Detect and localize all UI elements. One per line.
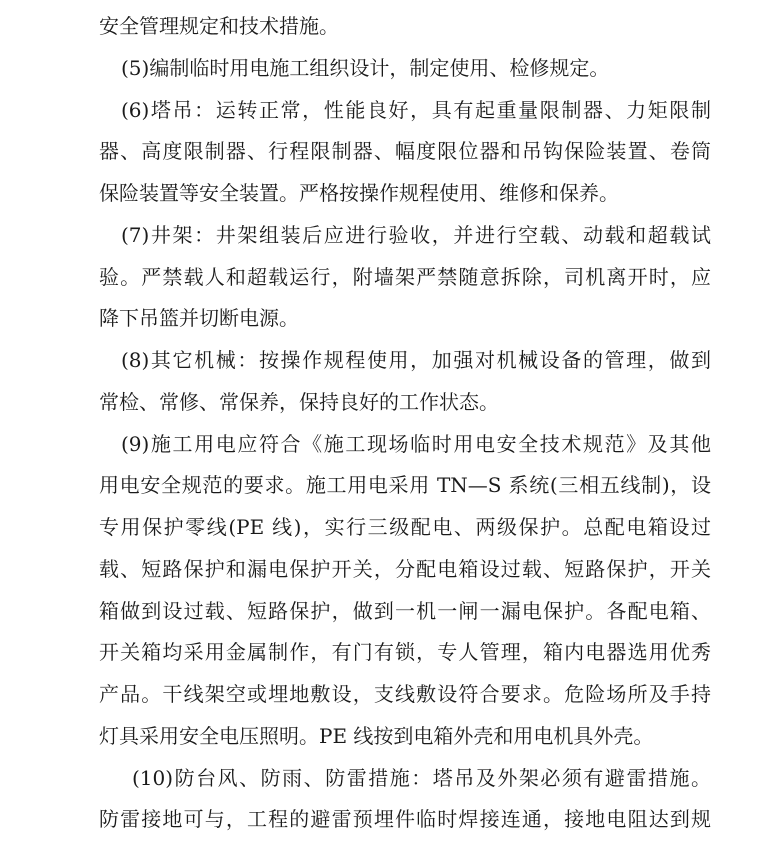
text-line-12: 用电安全规范的要求。施工用电采用 TN—S 系统(三相五线制)，设 (99, 473, 711, 497)
text-line-16: 开关箱均采用金属制作，有门有锁，专人管理，箱内电器选用优秀 (99, 640, 711, 664)
text-line-20: 防雷接地可与，工程的避雷预埋件临时焊接连通，接地电阻达到规 (99, 807, 711, 831)
text-line-1: 安全管理规定和技术措施。 (99, 14, 339, 38)
text-line-10: 常检、常修、常保养，保持良好的工作状态。 (99, 390, 499, 414)
text-line-17: 产品。干线架空或埋地敷设，支线敷设符合要求。危险场所及手持 (99, 682, 711, 706)
text-line-11: (9)施工用电应符合《施工现场临时用电安全技术规范》及其他 (121, 432, 711, 456)
text-line-2: (5)编制临时用电施工组织设计，制定使用、检修规定。 (121, 56, 610, 80)
text-line-9: (8)其它机械：按操作规程使用，加强对机械设备的管理，做到 (121, 348, 711, 372)
text-line-13: 专用保护零线(PE 线)，实行三级配电、两级保护。总配电箱设过 (99, 515, 711, 539)
text-line-3: (6)塔吊：运转正常，性能良好，具有起重量限制器、力矩限制 (121, 98, 711, 122)
text-line-6: (7)井架：井架组装后应进行验收，并进行空载、动载和超载试 (121, 223, 711, 247)
text-line-4: 器、高度限制器、行程限制器、幅度限位器和吊钩保险装置、卷筒 (99, 139, 711, 163)
text-line-14: 载、短路保护和漏电保护开关，分配电箱设过载、短路保护，开关 (99, 557, 711, 581)
text-line-7: 验。严禁载人和超载运行，附墙架严禁随意拆除，司机离开时，应 (99, 265, 711, 289)
text-line-18: 灯具采用安全电压照明。PE 线按到电箱外壳和用电机具外壳。 (99, 724, 654, 748)
text-line-15: 箱做到设过载、短路保护，做到一机一闸一漏电保护。各配电箱、 (99, 599, 711, 623)
text-line-5: 保险装置等安全装置。严格按操作规程使用、维修和保养。 (99, 181, 619, 205)
text-line-19: (10)防台风、防雨、防雷措施：塔吊及外架必须有避雷措施。 (132, 766, 711, 790)
text-line-8: 降下吊篮并切断电源。 (99, 306, 299, 330)
